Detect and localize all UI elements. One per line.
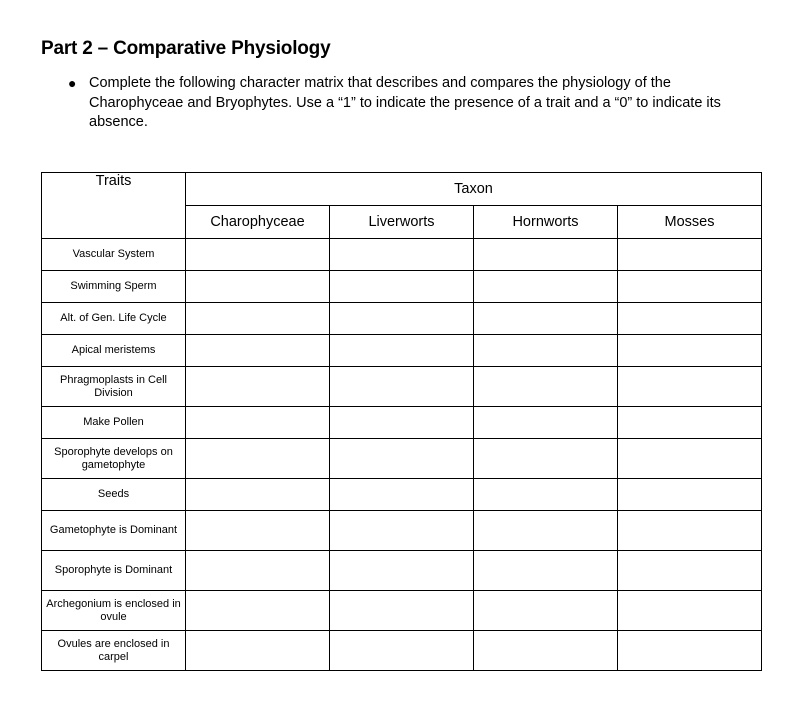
column-header-hornworts: Hornworts xyxy=(474,206,618,239)
trait-label: Seeds xyxy=(42,479,186,511)
trait-label: Alt. of Gen. Life Cycle xyxy=(42,303,186,335)
matrix-cell-liverworts[interactable] xyxy=(330,511,474,551)
character-matrix-table xyxy=(41,172,762,671)
matrix-cell-hornworts[interactable] xyxy=(474,367,618,407)
matrix-cell-charophyceae[interactable] xyxy=(186,631,330,671)
matrix-cell-mosses[interactable] xyxy=(618,551,762,591)
matrix-cell-hornworts[interactable] xyxy=(474,407,618,439)
matrix-cell-hornworts[interactable] xyxy=(474,551,618,591)
trait-label: Sporophyte is Dominant xyxy=(42,551,186,591)
trait-label: Vascular System xyxy=(42,239,186,271)
table-row xyxy=(42,239,762,271)
column-header-charophyceae: Charophyceae xyxy=(186,206,330,239)
matrix-cell-liverworts[interactable] xyxy=(330,591,474,631)
matrix-cell-hornworts[interactable] xyxy=(474,239,618,271)
matrix-cell-liverworts[interactable] xyxy=(330,303,474,335)
matrix-cell-liverworts[interactable] xyxy=(330,407,474,439)
table-row xyxy=(42,591,762,631)
matrix-cell-mosses[interactable] xyxy=(618,479,762,511)
trait-label: Gametophyte is Dominant xyxy=(42,511,186,551)
instruction-text: Complete the following character matrix that describes and compares the physiology of the Charophyceae and Bryophytes. Use a “1” to indicate the presence of a trait and a “0” to indicate its absence. xyxy=(89,75,721,130)
trait-label: Sporophyte develops on gametophyte xyxy=(42,439,186,479)
matrix-cell-hornworts[interactable] xyxy=(474,631,618,671)
matrix-cell-liverworts[interactable] xyxy=(330,367,474,407)
matrix-cell-hornworts[interactable] xyxy=(474,479,618,511)
matrix-cell-mosses[interactable] xyxy=(618,335,762,367)
instruction-item xyxy=(68,74,758,133)
table-row xyxy=(42,407,762,439)
instruction-list xyxy=(68,74,758,133)
column-header-liverworts: Liverworts xyxy=(330,206,474,239)
matrix-cell-liverworts[interactable] xyxy=(330,439,474,479)
taxon-header: Taxon xyxy=(186,173,762,206)
matrix-cell-charophyceae[interactable] xyxy=(186,479,330,511)
matrix-cell-charophyceae[interactable] xyxy=(186,551,330,591)
matrix-cell-charophyceae[interactable] xyxy=(186,239,330,271)
traits-header: Traits xyxy=(42,173,186,239)
matrix-cell-liverworts[interactable] xyxy=(330,335,474,367)
matrix-cell-liverworts[interactable] xyxy=(330,631,474,671)
matrix-cell-hornworts[interactable] xyxy=(474,335,618,367)
trait-label: Make Pollen xyxy=(42,407,186,439)
matrix-cell-mosses[interactable] xyxy=(618,303,762,335)
matrix-cell-charophyceae[interactable] xyxy=(186,303,330,335)
table-row xyxy=(42,551,762,591)
trait-label: Ovules are enclosed in carpel xyxy=(42,631,186,671)
table-row xyxy=(42,335,762,367)
matrix-cell-mosses[interactable] xyxy=(618,239,762,271)
table-row xyxy=(42,271,762,303)
table-row xyxy=(42,479,762,511)
matrix-cell-hornworts[interactable] xyxy=(474,271,618,303)
matrix-cell-liverworts[interactable] xyxy=(330,239,474,271)
matrix-cell-hornworts[interactable] xyxy=(474,303,618,335)
trait-label: Apical meristems xyxy=(42,335,186,367)
matrix-cell-liverworts[interactable] xyxy=(330,551,474,591)
matrix-cell-charophyceae[interactable] xyxy=(186,591,330,631)
matrix-cell-mosses[interactable] xyxy=(618,439,762,479)
matrix-cell-charophyceae[interactable] xyxy=(186,271,330,303)
matrix-cell-mosses[interactable] xyxy=(618,631,762,671)
matrix-cell-charophyceae[interactable] xyxy=(186,367,330,407)
matrix-cell-charophyceae[interactable] xyxy=(186,439,330,479)
table-row xyxy=(42,631,762,671)
table-row xyxy=(42,303,762,335)
matrix-cell-mosses[interactable] xyxy=(618,367,762,407)
trait-label: Archegonium is enclosed in ovule xyxy=(42,591,186,631)
matrix-cell-hornworts[interactable] xyxy=(474,591,618,631)
matrix-cell-charophyceae[interactable] xyxy=(186,335,330,367)
trait-label: Phragmoplasts in Cell Division xyxy=(42,367,186,407)
matrix-cell-mosses[interactable] xyxy=(618,407,762,439)
matrix-cell-charophyceae[interactable] xyxy=(186,511,330,551)
column-header-mosses: Mosses xyxy=(618,206,762,239)
table-row xyxy=(42,439,762,479)
page-title: Part 2 – Comparative Physiology xyxy=(41,38,331,59)
table-row xyxy=(42,511,762,551)
matrix-cell-liverworts[interactable] xyxy=(330,479,474,511)
matrix-cell-mosses[interactable] xyxy=(618,271,762,303)
matrix-cell-hornworts[interactable] xyxy=(474,511,618,551)
bullet-icon: ● xyxy=(68,75,77,91)
matrix-cell-mosses[interactable] xyxy=(618,511,762,551)
matrix-cell-hornworts[interactable] xyxy=(474,439,618,479)
trait-label: Swimming Sperm xyxy=(42,271,186,303)
matrix-cell-mosses[interactable] xyxy=(618,591,762,631)
matrix-cell-liverworts[interactable] xyxy=(330,271,474,303)
table-row xyxy=(42,367,762,407)
matrix-cell-charophyceae[interactable] xyxy=(186,407,330,439)
